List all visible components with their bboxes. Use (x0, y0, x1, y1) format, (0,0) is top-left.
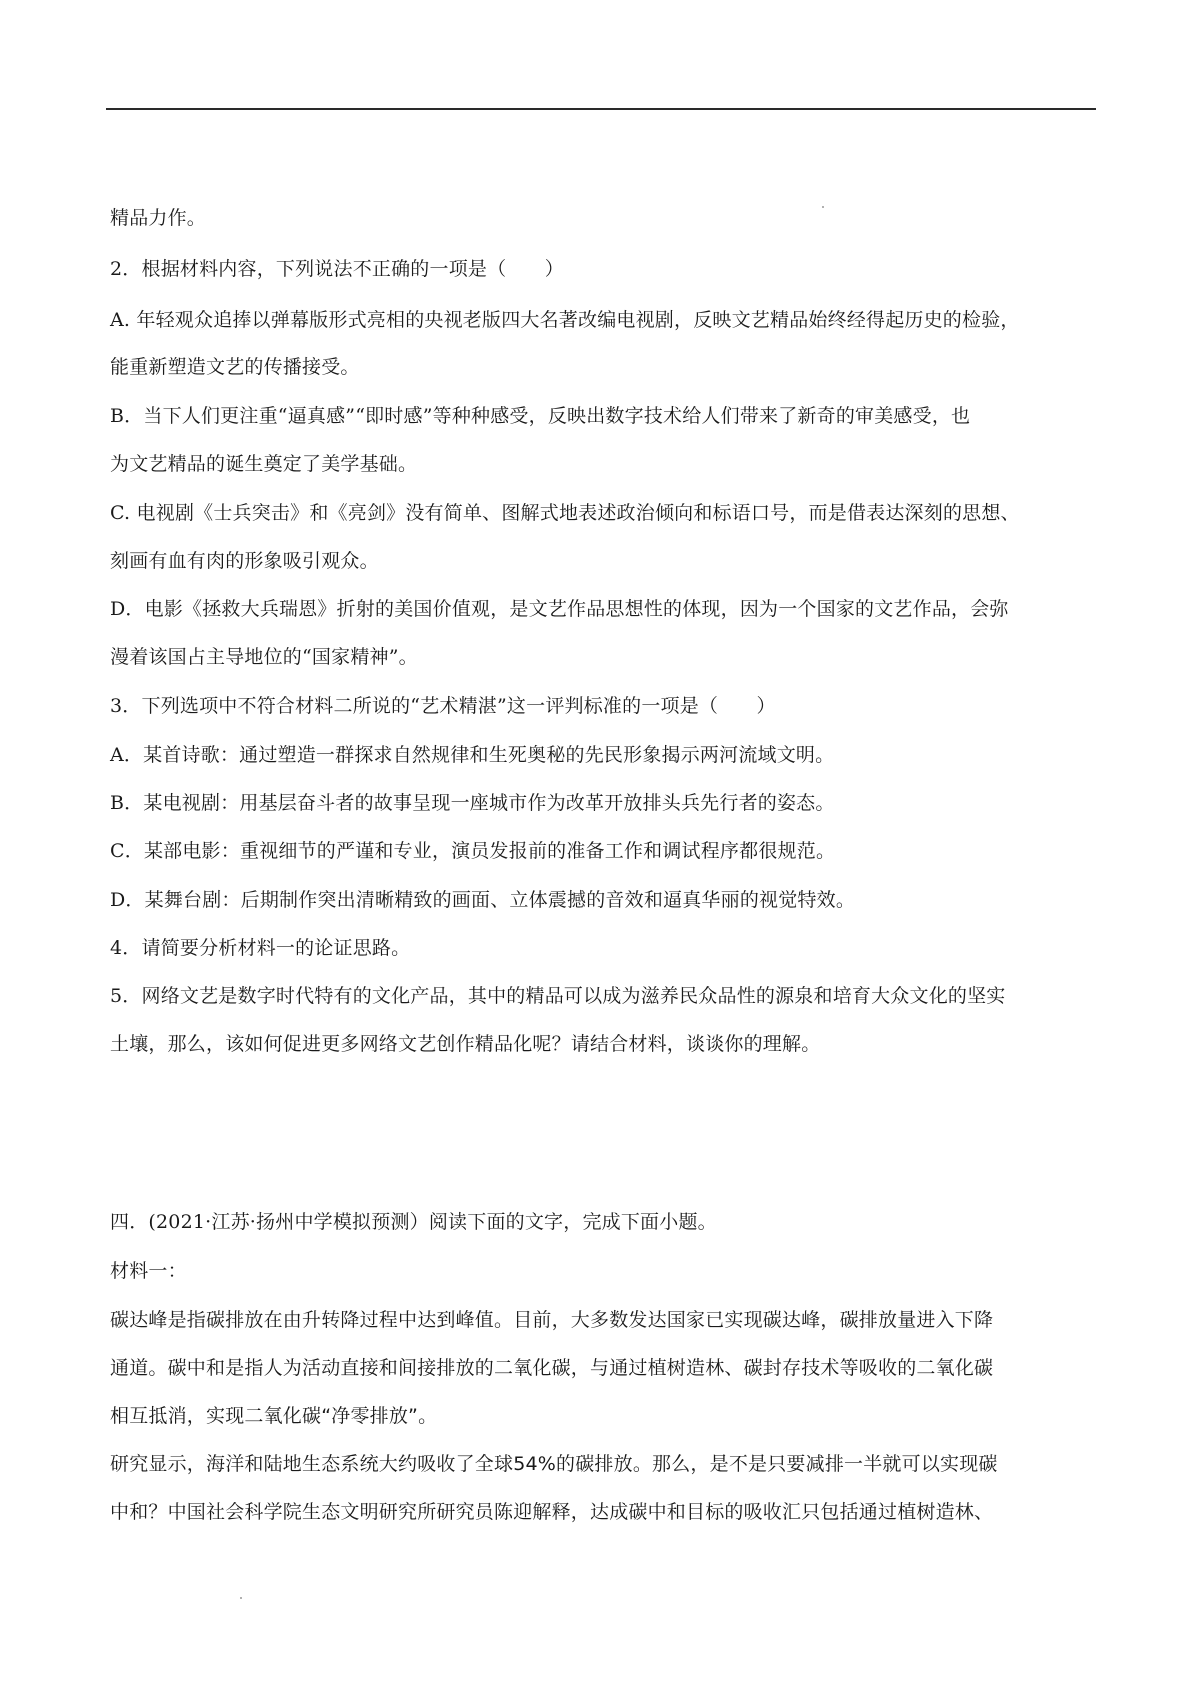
header-rule (106, 108, 1096, 110)
question-4: 4．请简要分析材料一的论证思路。 (110, 937, 411, 959)
material-1-para-1-end: 相互抵消，实现二氧化碳“净零排放”。 (110, 1405, 438, 1427)
question-5: 5．网络文艺是数字时代特有的文化产品，其中的精品可以成为滋养民众品性的源泉和培育大众文化的坚实 (110, 985, 1006, 1007)
question-3: 3．下列选项中不符合材料二所说的“艺术精湛”这一评判标准的一项是（ ） (110, 695, 776, 717)
option-2b: B．当下人们更注重“逼真感”“即时感”等种种感受，反映出数字技术给人们带来了新奇的审美感受，也 (110, 405, 971, 427)
option-3c: C．某部电影：重视细节的严谨和专业，演员发报前的准备工作和调试程序都很规范。 (110, 840, 836, 862)
option-2a: A. 年轻观众追捧以弹幕版形式亮相的央视老版四大名著改编电视剧，反映文艺精品始终经得起历史的检验， (110, 309, 1020, 331)
scan-speck (822, 206, 824, 208)
option-2c: C. 电视剧《士兵突击》和《亮剑》没有简单、图解式地表述政治倾向和标语口号，而是借表达深刻的思想、 (110, 502, 1020, 524)
option-2c-cont: 刻画有血有肉的形象吸引观众。 (110, 550, 379, 572)
material-1-para-2-cont: 中和？中国社会科学院生态文明研究所研究员陈迎解释，达成碳中和目标的吸收汇只包括通过植树造林、 (110, 1501, 994, 1523)
option-2b-cont: 为文艺精品的诞生奠定了美学基础。 (110, 453, 418, 475)
material-1-para-2: 研究显示，海洋和陆地生态系统大约吸收了全球54%的碳排放。那么，是不是只要减排一半就可以实现碳 (110, 1453, 998, 1475)
material-1-para-1-cont: 通道。碳中和是指人为活动直接和间接排放的二氧化碳，与通过植树造林、碳封存技术等吸收的二氧化碳 (110, 1357, 994, 1379)
option-3a: A．某首诗歌：通过塑造一群探求自然规律和生死奥秘的先民形象揭示两河流域文明。 (110, 744, 835, 766)
option-3d: D．某舞台剧：后期制作突出清晰精致的画面、立体震撼的音效和逼真华丽的视觉特效。 (110, 889, 856, 911)
option-2d: D．电影《拯救大兵瑞恩》折射的美国价值观，是文艺作品思想性的体现，因为一个国家的文艺作品，会弥 (110, 598, 1009, 620)
option-3b: B．某电视剧：用基层奋斗者的故事呈现一座城市作为改革开放排头兵先行者的姿态。 (110, 792, 835, 814)
question-2: 2．根据材料内容，下列说法不正确的一项是（ ） (110, 258, 564, 280)
question-5-cont: 土壤，那么，该如何促进更多网络文艺创作精品化呢？请结合材料，谈谈你的理解。 (110, 1033, 821, 1055)
option-2a-cont: 能重新塑造文艺的传播接受。 (110, 356, 360, 378)
section-4-heading: 四．(2021·江苏·扬州中学模拟预测）阅读下面的文字，完成下面小题。 (110, 1211, 717, 1233)
option-2d-cont: 漫着该国占主导地位的“国家精神”。 (110, 646, 418, 668)
scan-speck (240, 1597, 242, 1599)
material-1-label: 材料一： (110, 1260, 187, 1282)
text-line: 精品力作。 (110, 207, 207, 229)
material-1-para-1: 碳达峰是指碳排放在由升转降过程中达到峰值。目前，大多数发达国家已实现碳达峰，碳排放量进入下降 (110, 1309, 994, 1331)
